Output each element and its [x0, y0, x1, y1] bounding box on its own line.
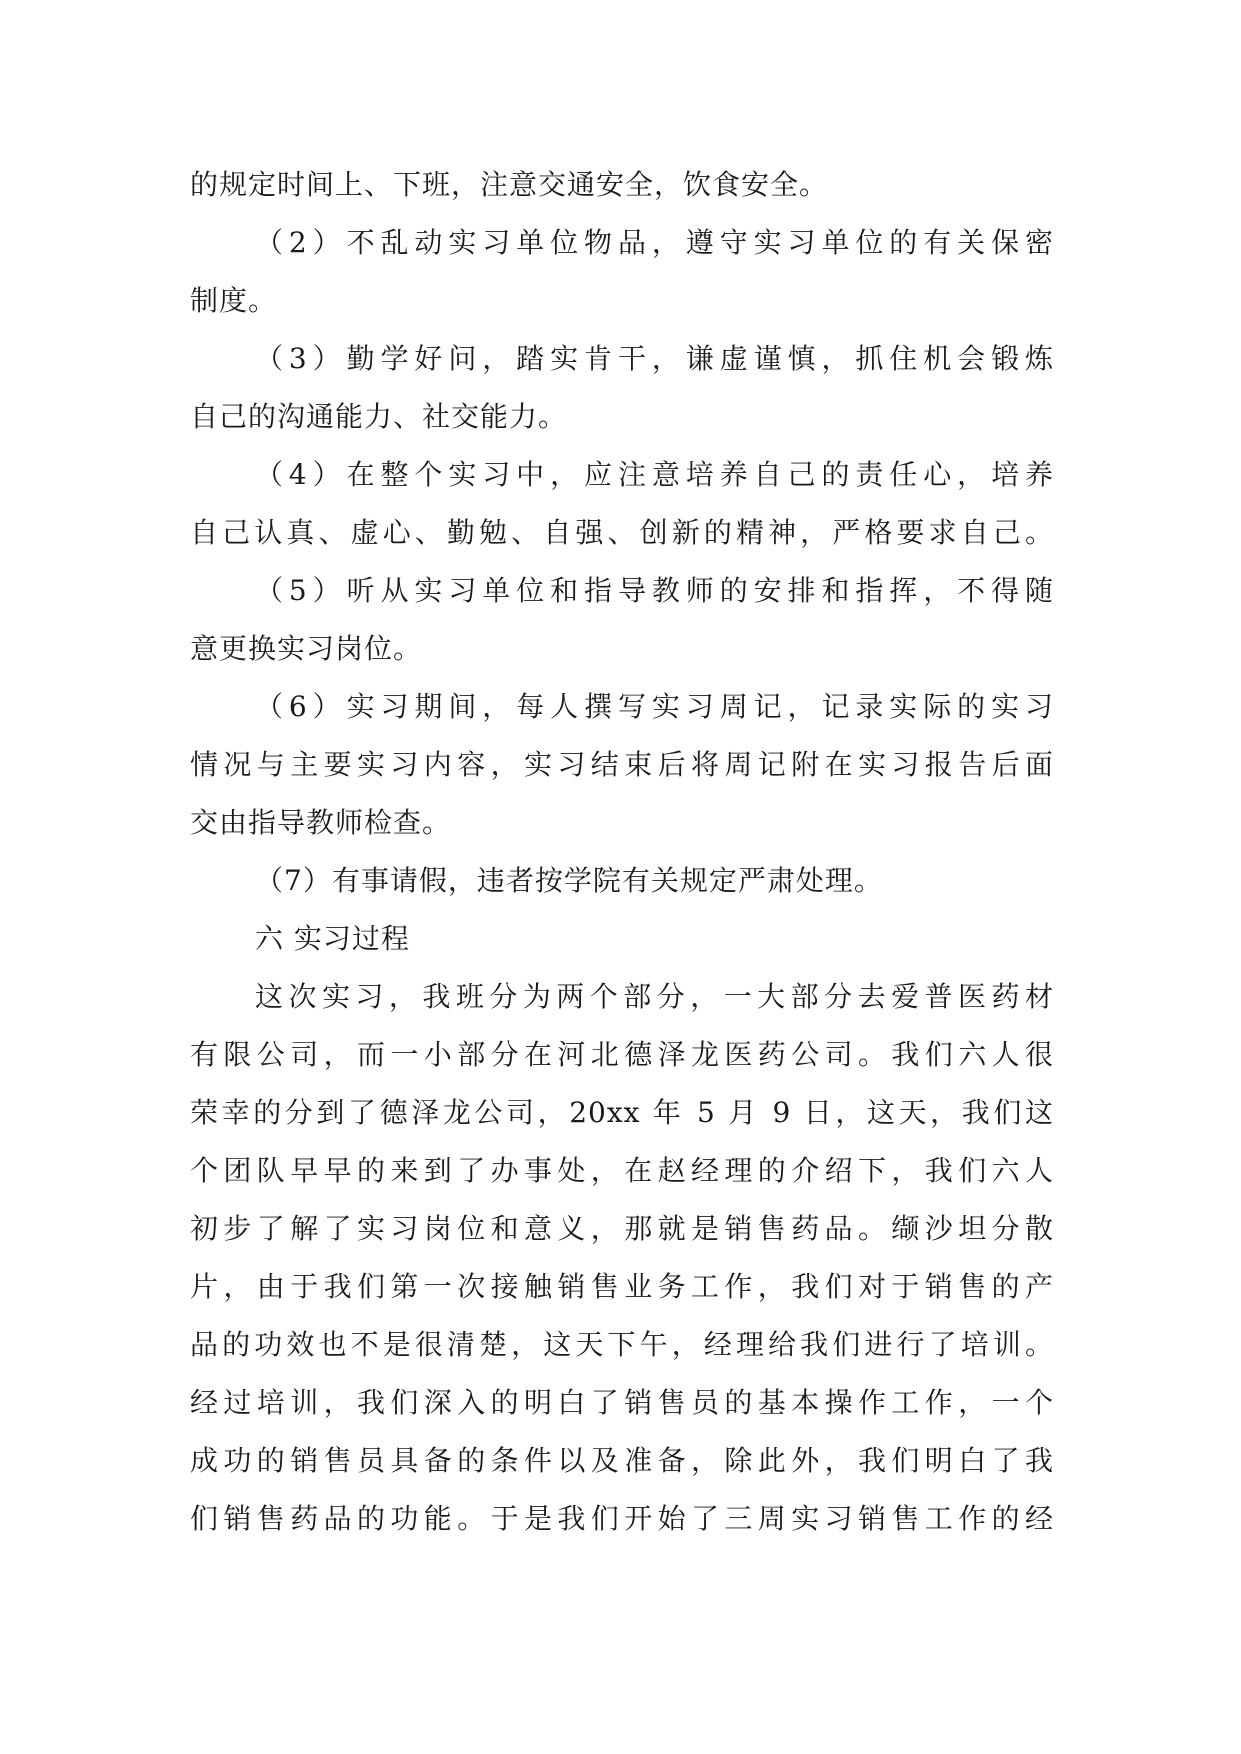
text-line: 成功的销售员具备的条件以及准备，除此外，我们明白了我: [190, 1444, 1054, 1477]
text-line: 自己的沟通能力、社交能力。: [190, 400, 568, 433]
text-line: 制度。: [190, 284, 278, 317]
text-line: 有限公司，而一小部分在河北德泽龙医药公司。我们六人很: [190, 1038, 1054, 1071]
text-line: （7）有事请假，违者按学院有关规定严肃处理。: [255, 864, 883, 897]
text-line: 经过培训，我们深入的明白了销售员的基本操作工作，一个: [190, 1386, 1054, 1419]
text-line: （2）不乱动实习单位物品，遵守实习单位的有关保密: [255, 226, 1054, 259]
text-line: 的规定时间上、下班，注意交通安全，饮食安全。: [190, 168, 829, 201]
text-line: 这次实习，我班分为两个部分，一大部分去爱普医药材: [255, 980, 1054, 1013]
text-line: 意更换实习岗位。: [190, 632, 423, 665]
body-text: [190, 156, 1054, 1548]
text-line: （4）在整个实习中，应注意培养自己的责任心，培养: [255, 458, 1054, 491]
text-line: 交由指导教师检查。: [190, 806, 452, 839]
text-line: 初步了解了实习岗位和意义，那就是销售药品。缬沙坦分散: [190, 1212, 1054, 1245]
text-line: 个团队早早的来到了办事处，在赵经理的介绍下，我们六人: [190, 1154, 1054, 1187]
text-line: 自己认真、虚心、勤勉、自强、创新的精神，严格要求自己。: [190, 516, 1054, 549]
text-line: 情况与主要实习内容，实习结束后将周记附在实习报告后面: [190, 748, 1054, 781]
text-line: 品的功效也不是很清楚，这天下午，经理给我们进行了培训。: [190, 1328, 1054, 1361]
text-line: （6）实习期间，每人撰写实习周记，记录实际的实习: [255, 690, 1054, 723]
text-line: （5）听从实习单位和指导教师的安排和指挥，不得随: [255, 574, 1054, 607]
text-line: （3）勤学好问，踏实肯干，谦虚谨慎，抓住机会锻炼: [255, 342, 1054, 375]
text-line: 荣幸的分到了德泽龙公司，20xx 年 5 月 9 日，这天，我们这: [190, 1096, 1054, 1129]
section-heading: 六 实习过程: [255, 922, 410, 955]
text-line: 们销售药品的功能。于是我们开始了三周实习销售工作的经: [190, 1502, 1054, 1535]
text-line: 片，由于我们第一次接触销售业务工作，我们对于销售的产: [190, 1270, 1054, 1303]
